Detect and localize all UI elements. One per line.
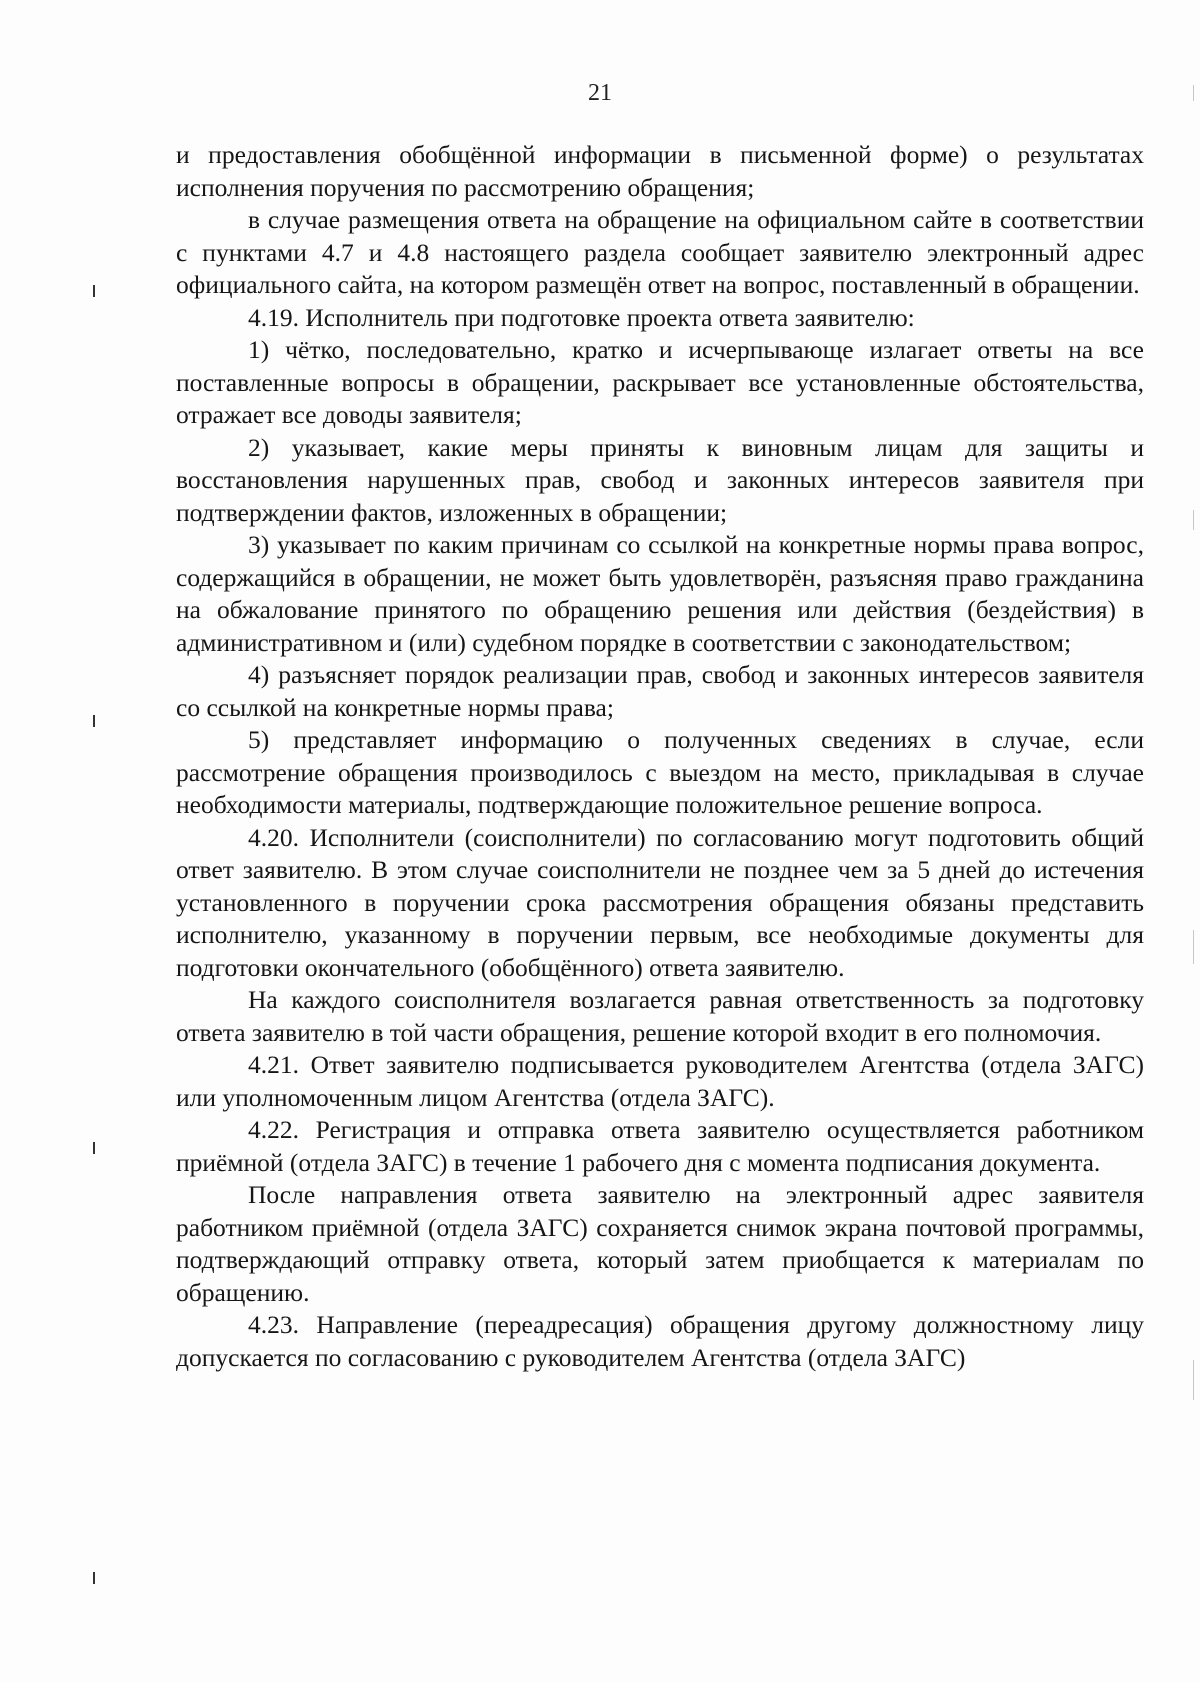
list-item-4: 4) разъясняет порядок реализации прав, свобод и законных интересов заявителя со ссылкой на конкретные нормы права;	[176, 660, 1144, 722]
paragraph-4-22: 4.22. Регистрация и отправка ответа заявителю осуществляется работником приёмной (отдела ЗАГС) в течение 1 рабочего дня с момента подписания документа.	[176, 1115, 1144, 1177]
paragraph-website-answer: в случае размещения ответа на обращение на официальном сайте в соответствии с пунктами 4.7 и 4.8 настоящего раздела сообщает заявителю электронный адрес официального сайта, на котором размещён ответ на вопрос, поставленный в обращении.	[176, 205, 1144, 299]
list-item-3: 3) указывает по каким причинам со ссылкой на конкретные нормы права вопрос, содержащийся в обращении, не может быть удовлетворён, разъясняя право гражданина на обжалование принятого по обращению решения или действия (бездействия) в административном и (или) судебном порядке в соответствии с законодательством;	[176, 530, 1144, 657]
list-item-2: 2) указывает, какие меры приняты к виновным лицам для защиты и восстановления нарушенных прав, свобод и законных интересов заявителя при подтверждении фактов, изложенных в обращении;	[176, 432, 1144, 527]
paragraph-4-20: 4.20. Исполнители (соисполнители) по согласованию могут подготовить общий ответ заявителю. В этом случае соисполнители не позднее чем за 5 дней до истечения установленного в поручении срока рассмотрения обращения обязаны представить исполнителю, указанному в поручении первым, все необходимые документы для подготовки окончательного (обобщённого) ответа заявителю.	[176, 822, 1144, 982]
binding-mark	[93, 1142, 95, 1154]
paragraph-screenshot-saving: После направления ответа заявителю на электронный адрес заявителя работником приёмной (отдела ЗАГС) сохраняется снимок экрана почтовой программы, подтверждающий отправку ответа, который затем приобщается к материалам по обращению.	[176, 1180, 1144, 1307]
binding-mark	[93, 285, 95, 297]
list-item-1: 1) чётко, последовательно, кратко и исчерпывающе излагает ответы на все поставленные вопросы в обращении, раскрывает все установленные обстоятельства, отражает все доводы заявителя;	[176, 335, 1144, 429]
scan-edge-mark	[1193, 930, 1194, 964]
document-body	[176, 139, 1144, 1374]
paragraph-4-19: 4.19. Исполнитель при подготовке проекта ответа заявителю:	[248, 302, 915, 332]
list-item-5: 5) представляет информацию о полученных сведениях в случае, если рассмотрение обращения производилось с выездом на место, прикладывая в случае необходимости материалы, подтверждающие положительное решение вопроса.	[176, 725, 1144, 819]
paragraph-continuation: и предоставления обобщённой информации в письменной форме) о результатах исполнения поручения по рассмотрению обращения;	[176, 140, 1144, 202]
paragraph-4-23: 4.23. Направление (переадресация) обращения другому должностному лицу допускается по согласованию с руководителем Агентства (отдела ЗАГС)	[176, 1310, 1144, 1372]
scan-edge-mark	[1193, 85, 1194, 101]
page-number: 21	[588, 80, 612, 106]
scan-edge-mark	[1193, 1360, 1194, 1400]
binding-mark	[93, 1572, 95, 1584]
scan-edge-mark	[1193, 510, 1194, 530]
binding-mark	[93, 715, 95, 727]
paragraph-co-executor-responsibility: На каждого соисполнителя возлагается равная ответственность за подготовку ответа заявителю в той части обращения, решение которой входит в его полномочия.	[176, 985, 1144, 1047]
paragraph-4-21: 4.21. Ответ заявителю подписывается руководителем Агентства (отдела ЗАГС) или уполномоченным лицом Агентства (отдела ЗАГС).	[176, 1050, 1144, 1112]
